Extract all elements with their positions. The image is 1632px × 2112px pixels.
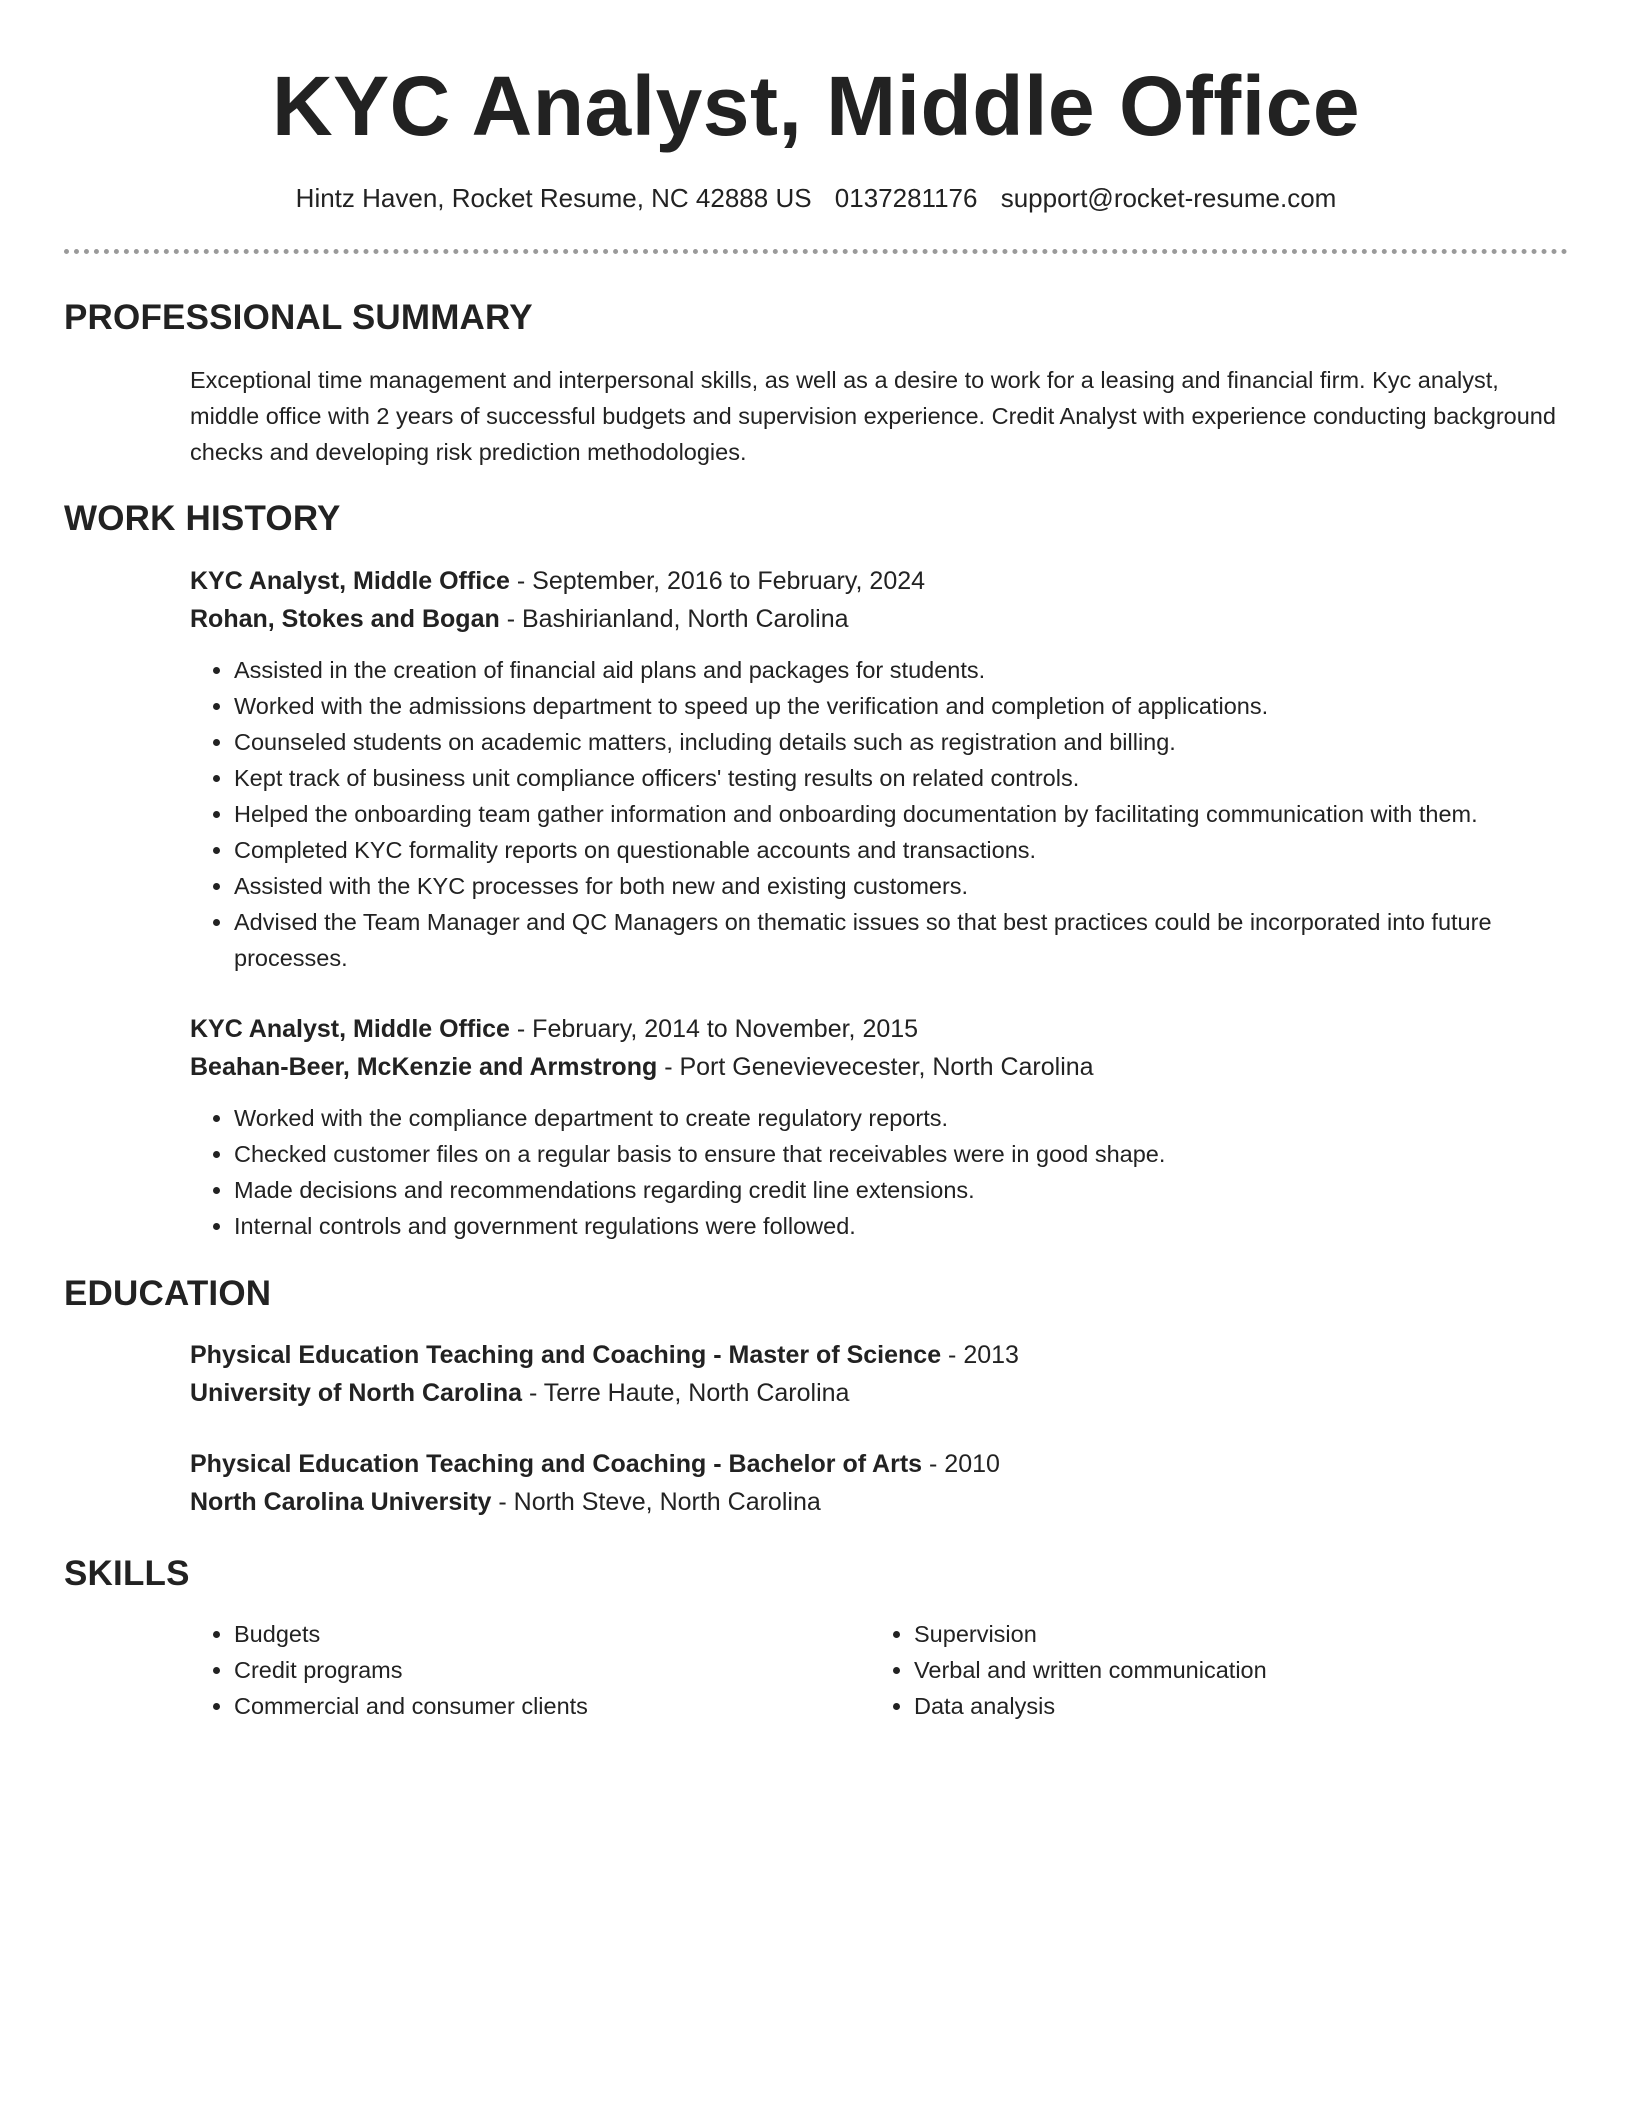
job-bullet: • Internal controls and government regulations were followed. xyxy=(234,1208,1568,1244)
education-location: - North Steve, North Carolina xyxy=(491,1488,821,1516)
education-degree: Physical Education Teaching and Coaching - Master of Science xyxy=(190,1341,942,1369)
job-bullet: • Counseled students on academic matters, including details such as registration and billing. xyxy=(234,724,1568,760)
contact-address: Hintz Haven, Rocket Resume, NC 42888 US xyxy=(295,183,812,213)
education-school: University of North Carolina xyxy=(190,1379,522,1407)
education-location: - Terre Haute, North Carolina xyxy=(522,1379,850,1407)
education-school-line xyxy=(190,1374,1568,1412)
job-company: Rohan, Stokes and Bogan xyxy=(190,605,500,633)
education-degree-line xyxy=(190,1336,1568,1374)
job-title: KYC Analyst, Middle Office xyxy=(190,1015,510,1043)
skill-item: • Budgets xyxy=(234,1616,870,1652)
job-bullet: • Worked with the compliance department to create regulatory reports. xyxy=(234,1100,1568,1136)
contact-line xyxy=(0,180,1632,216)
job-company: Beahan-Beer, McKenzie and Armstrong xyxy=(190,1053,658,1081)
job-bullet: • Advised the Team Manager and QC Managers on thematic issues so that best practices could be incorporated into future processes. xyxy=(234,904,1568,976)
job-bullet: • Kept track of business unit compliance officers' testing results on related controls. xyxy=(234,760,1568,796)
resume-name: KYC Analyst, Middle Office xyxy=(271,59,1361,153)
education-degree: Physical Education Teaching and Coaching - Bachelor of Arts xyxy=(190,1450,923,1478)
job-bullets xyxy=(190,652,1568,976)
job-location: - Port Genevievecester, North Carolina xyxy=(657,1053,1094,1081)
education-school-line xyxy=(190,1483,1568,1521)
job-bullet: • Assisted in the creation of financial aid plans and packages for students. xyxy=(234,652,1568,688)
job-bullet: • Made decisions and recommendations regarding credit line extensions. xyxy=(234,1172,1568,1208)
job-entry xyxy=(190,562,1568,976)
skill-item: • Data analysis xyxy=(914,1688,1550,1724)
education-year: - 2013 xyxy=(941,1341,1019,1369)
header-divider xyxy=(64,249,1568,254)
job-bullet: • Completed KYC formality reports on questionable accounts and transactions. xyxy=(234,832,1568,868)
job-title-line xyxy=(190,562,1568,600)
job-title: KYC Analyst, Middle Office xyxy=(190,567,510,595)
job-bullet: • Assisted with the KYC processes for both new and existing customers. xyxy=(234,868,1568,904)
skill-item: • Credit programs xyxy=(234,1652,870,1688)
education-entry xyxy=(190,1445,1568,1521)
job-bullet: • Helped the onboarding team gather information and onboarding documentation by facilitating communication with them. xyxy=(234,796,1568,832)
job-bullet: • Checked customer files on a regular basis to ensure that receivables were in good shape. xyxy=(234,1136,1568,1172)
education-heading: EDUCATION xyxy=(64,1274,272,1313)
job-title-line xyxy=(190,1010,1568,1048)
job-company-line xyxy=(190,1048,1568,1086)
summary-heading: PROFESSIONAL SUMMARY xyxy=(64,298,533,337)
job-bullet: • Worked with the admissions department to speed up the verification and completion of applications. xyxy=(234,688,1568,724)
skills-heading: SKILLS xyxy=(64,1554,190,1593)
job-entry xyxy=(190,1010,1568,1244)
skills-list xyxy=(190,1616,870,1724)
skills-column-right xyxy=(870,1616,1550,1724)
job-company-line xyxy=(190,600,1568,638)
skill-item: • Supervision xyxy=(914,1616,1550,1652)
summary-block xyxy=(190,362,1568,470)
job-location: - Bashirianland, North Carolina xyxy=(499,605,849,633)
job-dates: - February, 2014 to November, 2015 xyxy=(509,1015,919,1043)
contact-email: support@rocket-resume.com xyxy=(1000,183,1337,213)
work-history-heading: WORK HISTORY xyxy=(64,499,341,538)
skill-item: • Commercial and consumer clients xyxy=(234,1688,870,1724)
education-entry xyxy=(190,1336,1568,1412)
skills-grid xyxy=(190,1616,1570,1724)
skill-item: • Verbal and written communication xyxy=(914,1652,1550,1688)
skills-column-left xyxy=(190,1616,870,1724)
education-degree-line xyxy=(190,1445,1568,1483)
education-year: - 2010 xyxy=(922,1450,1000,1478)
skills-list xyxy=(870,1616,1550,1724)
job-dates: - September, 2016 to February, 2024 xyxy=(509,567,926,595)
job-bullets xyxy=(190,1100,1568,1244)
summary-text: Exceptional time management and interpersonal skills, as well as a desire to work for a leasing and financial firm. Kyc analyst, middle office with 2 years of successful budgets and supervision experience. Credit Analyst with experience conducting background checks and developing risk prediction methodologies. xyxy=(190,367,1556,465)
education-school: North Carolina University xyxy=(190,1488,492,1516)
contact-phone: 0137281176 xyxy=(834,183,978,213)
